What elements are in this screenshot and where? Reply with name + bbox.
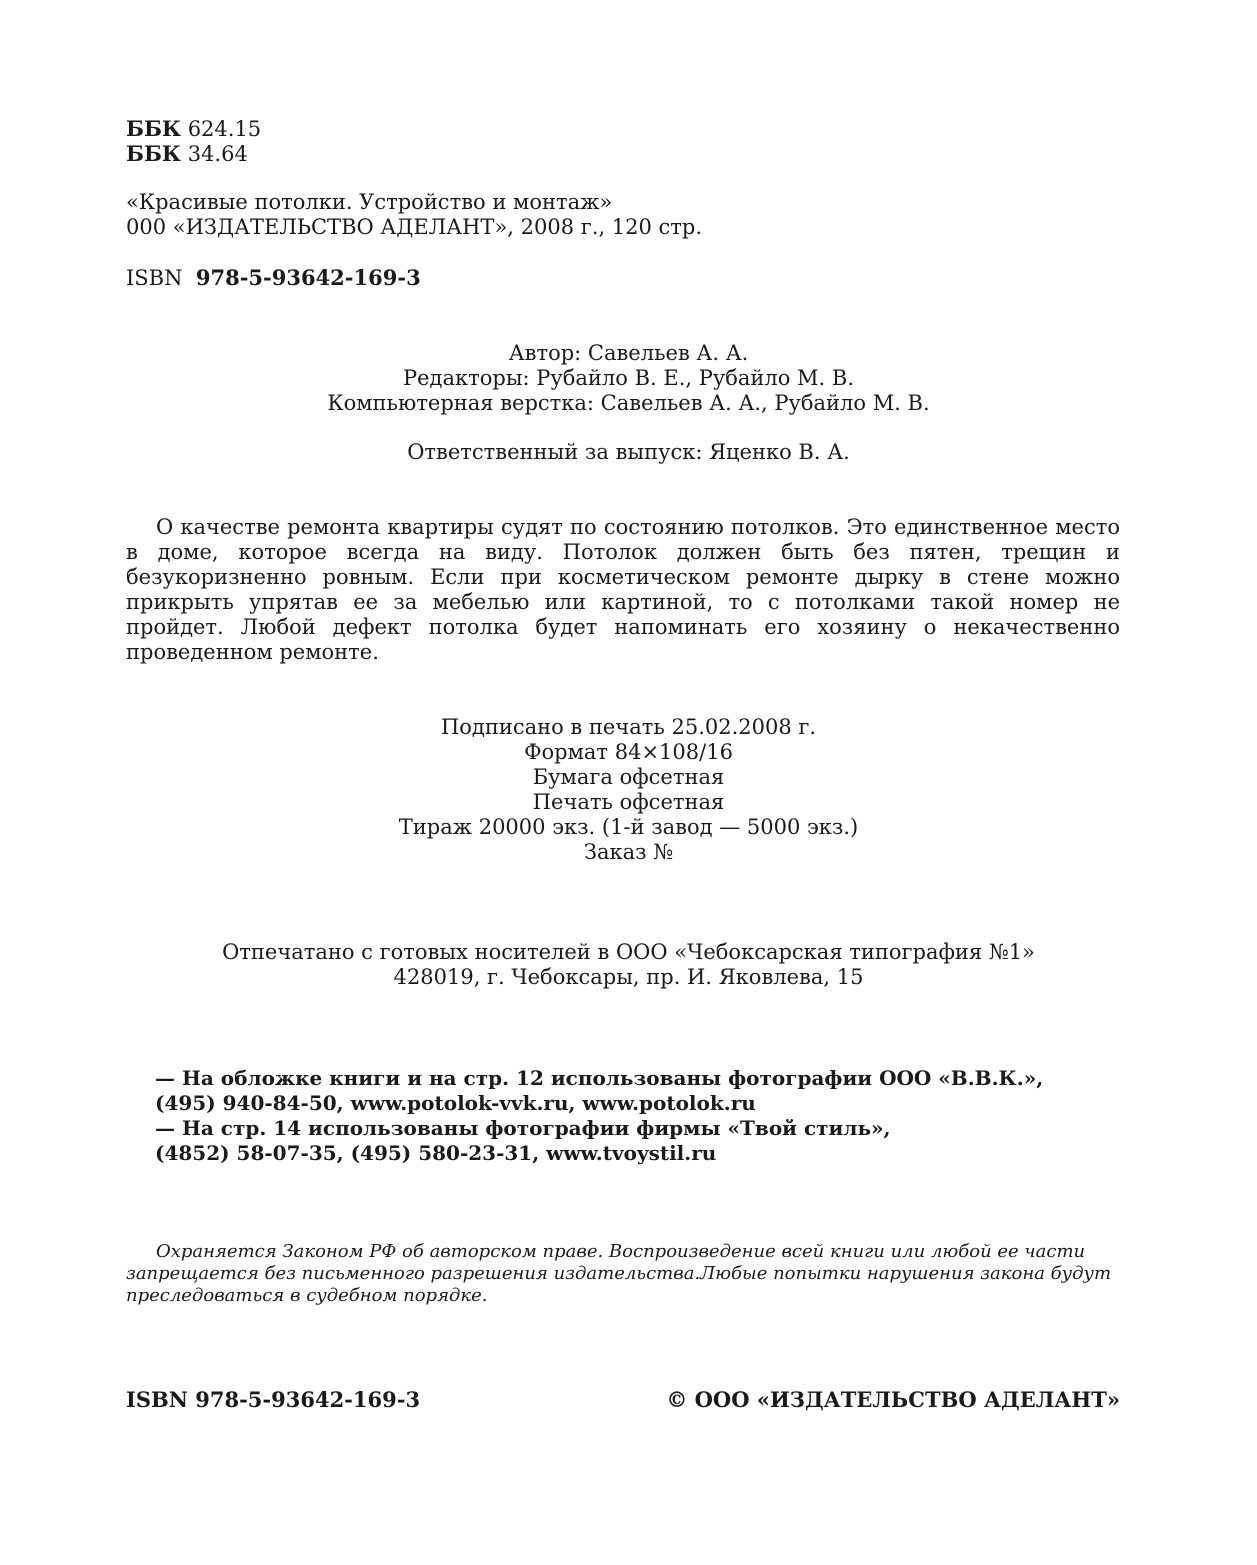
copyright-notice-line: запрещается без письменного разрешения издательства.Любые попытки нарушения закона будут [126,1263,1112,1284]
signed-for-print: Подписано в печать 25.02.2008 г. [440,715,817,739]
publisher-line: 000 «ИЗДАТЕЛЬСТВО АДЕЛАНТ», 2008 г., 120 стр. [126,215,703,239]
printer-info [0,940,1257,990]
photo-credit-line: (4852) 58-07-35, (495) 580-23-31, www.tvoystil.ru [155,1141,717,1165]
responsible-line: Ответственный за выпуск: Яценко В. А. [407,440,850,464]
copyright-notice [126,1241,1120,1307]
bbk-code: 624.15 [187,117,262,141]
isbn-number: 978-5-93642-169-3 [195,265,421,290]
photo-credit-line: — На стр. 14 использованы фотографии фирмы «Твой стиль», [155,1116,891,1140]
bbk-label: ББК [126,116,181,141]
bbk-label: ББК [126,141,181,166]
format: Формат 84×108/16 [524,740,733,764]
bbk-code: 34.64 [187,142,248,166]
annotation-paragraph: О качестве ремонта квартиры судят по состоянию потолков. Это единственное место в доме, которое всегда на виду. Потолок должен быть без пятен, трещин и безукоризненно ровным. Если при косметическом ремонте дырку в стене можно прикрыть упрятав ее за мебелью или картиной, то с потолками такой номер не пройдет. Любой дефект потолка будет напоминать его хозяину о некачественно проведенном ремонте. [126,515,1120,664]
photo-credit-line: (495) 940-84-50, www.potolok-vvk.ru, www.potolok.ru [155,1091,756,1115]
footer-isbn: ISBN 978-5-93642-169-3 [126,1387,421,1412]
editors-credit: Редакторы: Рубайло В. Е., Рубайло М. В. [402,366,854,390]
book-title-line: «Красивые потолки. Устройство и монтаж» [126,190,613,214]
printing: Печать офсетная [532,790,725,814]
isbn-top [126,265,421,291]
footer-copyright: © ООО «ИЗДАТЕЛЬСТВО АДЕЛАНТ» [666,1387,1120,1412]
printer-address: 428019, г. Чебоксары, пр. И. Яковлева, 15 [393,965,864,989]
isbn-label: ISBN [126,266,183,290]
copyright-notice-line: Охраняется Законом РФ об авторском праве. Воспроизведение всей книги или любой ее части [156,1241,1086,1262]
layout-credit: Компьютерная верстка: Савельев А. А., Рубайло М. В. [327,391,930,415]
print-details [0,715,1257,865]
print-run: Тираж 20000 экз. (1-й завод — 5000 экз.) [398,815,859,839]
paper: Бумага офсетная [532,765,725,789]
order-number: Заказ № [583,840,674,864]
credits-block [0,341,1257,416]
photo-credit-line: — На обложке книги и на стр. 12 использованы фотографии ООО «В.В.К.», [155,1066,1044,1090]
printer-name: Отпечатано с готовых носителей в ООО «Чебоксарская типография №1» [222,940,1035,964]
author-credit: Автор: Савельев А. А. [508,341,749,365]
bbk-line-2 [126,141,248,167]
copyright-notice-line: преследоваться в судебном порядке. [126,1285,488,1306]
bbk-line-1 [126,116,261,142]
photo-credits [155,1066,1155,1166]
